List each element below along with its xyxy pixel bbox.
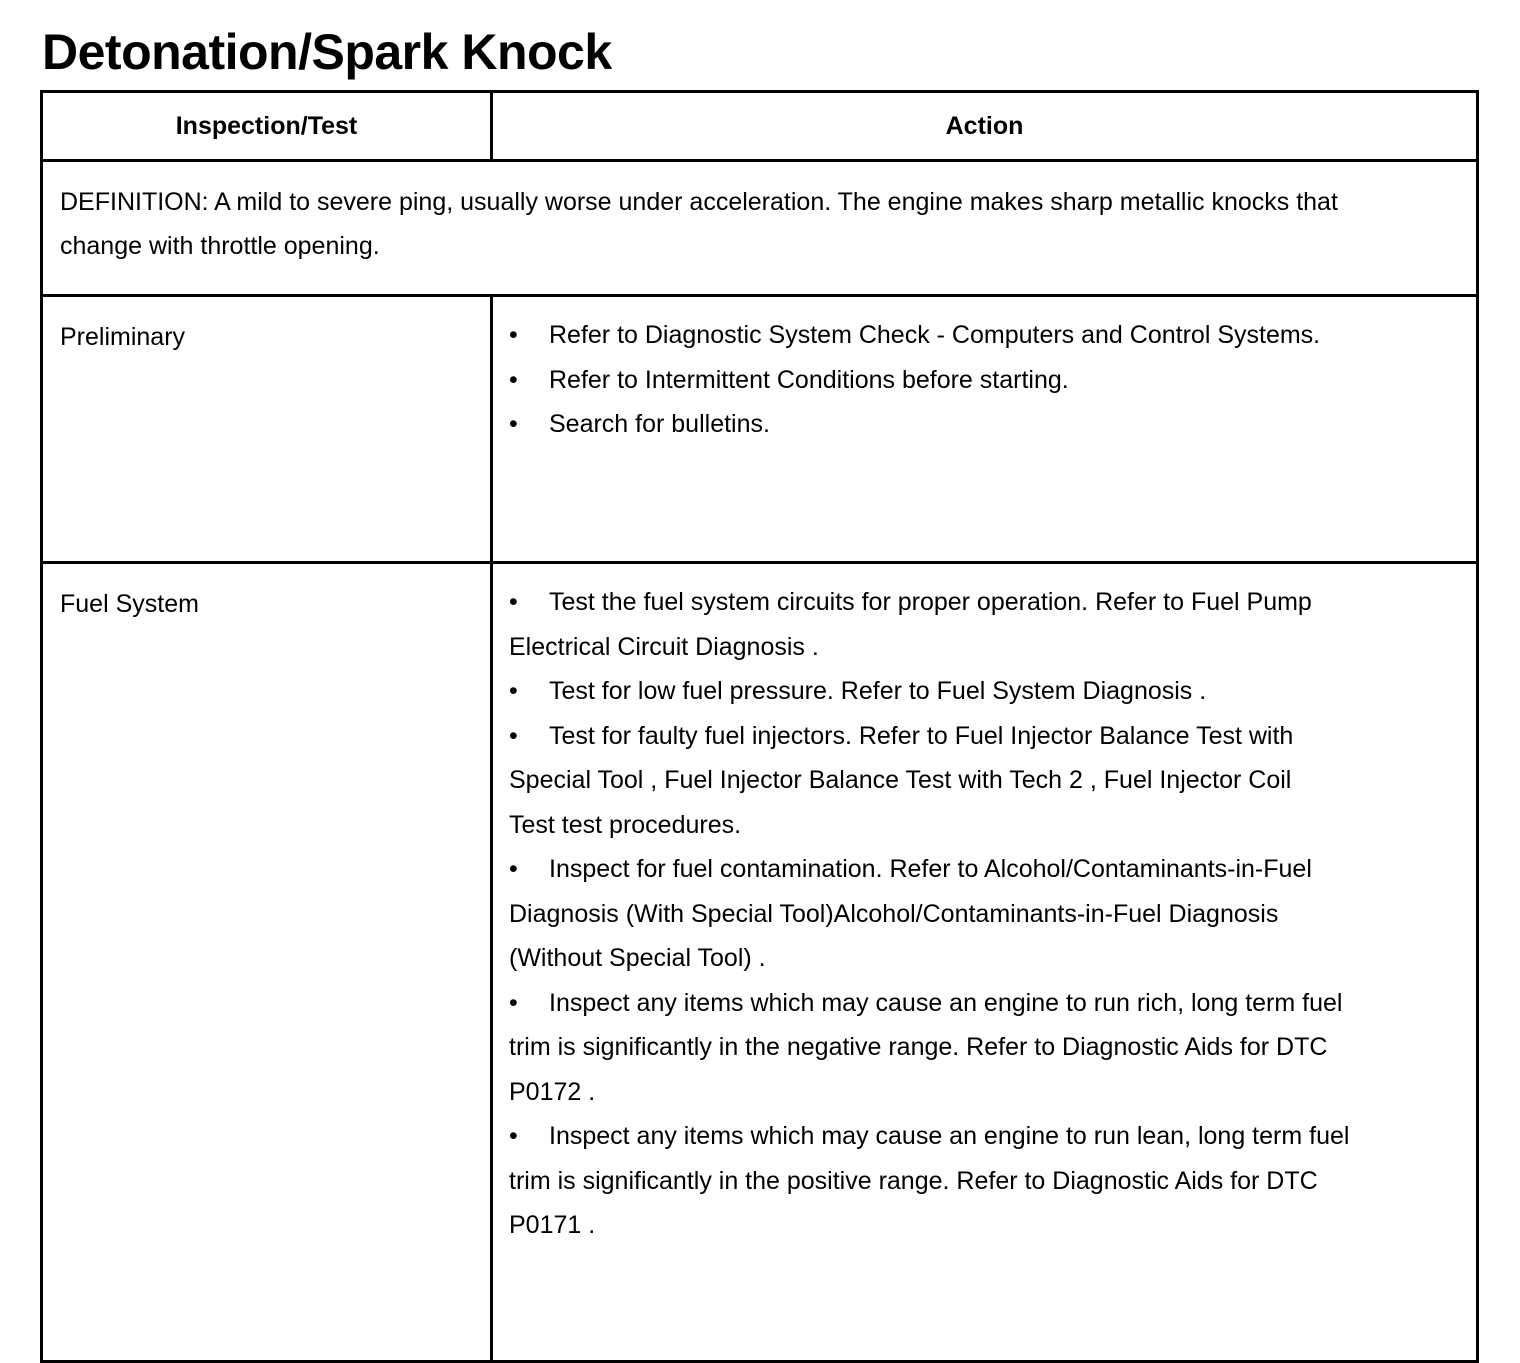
list-item	[509, 580, 1399, 669]
list-item	[509, 981, 1369, 1115]
bullet-icon: •	[509, 365, 518, 394]
action-text: Refer to Diagnostic System Check - Computers and Control Systems.	[549, 321, 1321, 349]
list-item	[509, 313, 1460, 358]
action-text: Test the fuel system circuits for proper operation. Refer to Fuel Pump Electrical Circuit Diagnosis .	[509, 588, 1312, 661]
row-label-preliminary: Preliminary	[42, 296, 492, 563]
definition-row	[42, 161, 1478, 296]
bullet-icon: •	[509, 321, 518, 349]
page-title: Detonation/Spark Knock	[42, 24, 612, 80]
list-item	[509, 1114, 1359, 1248]
bullet-icon: •	[509, 988, 518, 1017]
header-action: Action	[492, 92, 1478, 161]
action-text: Inspect for fuel contamination. Refer to Alcohol/Contaminants-in-Fuel Diagnosis (With Special Tool)Alcohol/Contaminants-in-Fuel Diagnosis (Without Special Tool) .	[509, 855, 1312, 972]
action-text: Refer to Intermittent Conditions before starting.	[549, 365, 1069, 394]
bullet-icon: •	[509, 677, 518, 705]
action-text: Inspect any items which may cause an engine to run rich, long term fuel trim is significantly in the negative range. Refer to Diagnostic Aids for DTC P0172 .	[509, 988, 1343, 1106]
bullet-icon: •	[509, 855, 518, 883]
action-cell-preliminary	[492, 296, 1478, 563]
list-item	[509, 847, 1359, 981]
bullet-icon: •	[509, 410, 518, 438]
preliminary-action-list	[509, 313, 1460, 447]
action-cell-fuel-system	[492, 563, 1478, 1362]
table-row-preliminary	[42, 296, 1478, 563]
definition-text: DEFINITION: A mild to severe ping, usually worse under acceleration. The engine makes sharp metallic knocks that change with throttle opening.	[60, 188, 1338, 260]
action-text: Test for low fuel pressure. Refer to Fuel System Diagnosis .	[549, 677, 1207, 705]
fuel-system-action-list	[509, 580, 1460, 1248]
action-text: Search for bulletins.	[549, 410, 770, 438]
header-inspection-test: Inspection/Test	[42, 92, 492, 161]
action-text: Inspect any items which may cause an engine to run lean, long term fuel trim is significantly in the positive range. Refer to Diagnostic Aids for DTC P0171 .	[509, 1122, 1350, 1239]
table-row-fuel-system	[42, 563, 1478, 1362]
list-item	[509, 358, 1460, 403]
diagnostic-table	[40, 90, 1479, 1363]
bullet-icon: •	[509, 588, 518, 616]
bullet-icon: •	[509, 1122, 518, 1150]
bullet-icon: •	[509, 721, 518, 750]
table-header-row	[42, 92, 1478, 161]
definition-cell	[42, 161, 1478, 296]
list-item	[509, 402, 1460, 447]
row-label-fuel-system: Fuel System	[42, 563, 492, 1362]
list-item	[509, 669, 1399, 714]
list-item	[509, 714, 1339, 848]
action-text: Test for faulty fuel injectors. Refer to Fuel Injector Balance Test with Special Tool , Fuel Injector Balance Test with Tech 2 , Fuel Injector Coil Test test procedures.	[509, 721, 1294, 839]
